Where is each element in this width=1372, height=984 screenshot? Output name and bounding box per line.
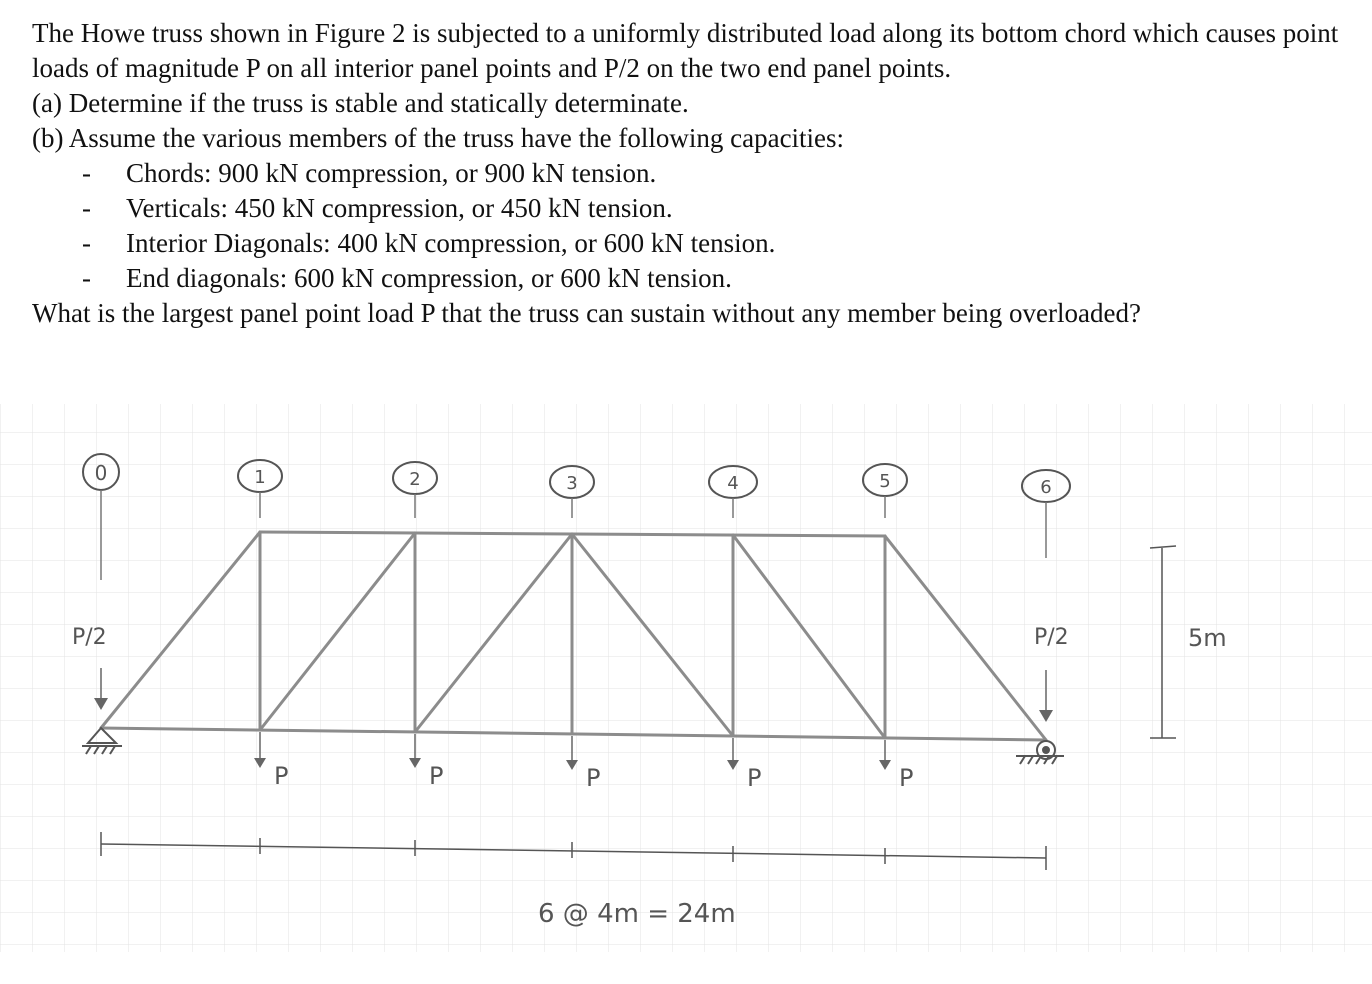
question: What is the largest panel point load P that the truss can sustain without any member being overloaded? bbox=[32, 298, 1141, 328]
load-label: P/2 bbox=[72, 625, 107, 650]
bullet-dash: - bbox=[82, 193, 91, 223]
gridline-label: 3 bbox=[566, 473, 578, 494]
load-label: P bbox=[586, 764, 601, 792]
part-b: (b) Assume the various members of the truss have the following capacities: bbox=[32, 123, 845, 153]
bullet-dash: - bbox=[82, 228, 91, 258]
capacity-text: Chords: 900 kN compression, or 900 kN tension. bbox=[126, 158, 657, 188]
bullet-dash: - bbox=[82, 158, 91, 188]
bullet-dash: - bbox=[82, 263, 91, 293]
capacity-item-interior-diagonals bbox=[32, 226, 1352, 261]
gridline-label: 2 bbox=[409, 469, 421, 490]
gridline-label: 6 bbox=[1040, 477, 1052, 498]
gridline-label: 5 bbox=[879, 471, 891, 492]
load-label: P bbox=[274, 762, 289, 790]
gridline-label: 0 bbox=[94, 461, 108, 485]
gridline-label: 4 bbox=[727, 473, 739, 494]
gridline-label: 1 bbox=[254, 467, 266, 488]
span-label: 6 @ 4m = 24m bbox=[538, 899, 736, 929]
part-a: (a) Determine if the truss is stable and statically determinate. bbox=[32, 88, 689, 118]
capacity-text: End diagonals: 600 kN compression, or 600 kN tension. bbox=[126, 263, 732, 293]
capacity-text: Verticals: 450 kN compression, or 450 kN tension. bbox=[126, 193, 673, 223]
capacity-text: Interior Diagonals: 400 kN compression, or 600 kN tension. bbox=[126, 228, 776, 258]
truss-figure bbox=[0, 400, 1372, 984]
load-label: P bbox=[899, 764, 914, 792]
load-label: P bbox=[429, 762, 444, 790]
problem-intro: The Howe truss shown in Figure 2 is subjected to a uniformly distributed load along its bottom chord which causes point loads of magnitude P on all interior panel points and P/2 on the two end panel points. bbox=[32, 18, 1339, 83]
load-label: P/2 bbox=[1034, 625, 1069, 650]
capacity-item-verticals bbox=[32, 191, 1352, 226]
capacity-item-chords bbox=[32, 156, 1352, 191]
load-label: P bbox=[747, 764, 762, 792]
problem-statement bbox=[32, 16, 1352, 331]
capacity-list bbox=[32, 156, 1352, 296]
height-label: 5m bbox=[1188, 624, 1227, 652]
capacity-item-end-diagonals bbox=[32, 261, 1352, 296]
roller-pin bbox=[1043, 747, 1049, 753]
